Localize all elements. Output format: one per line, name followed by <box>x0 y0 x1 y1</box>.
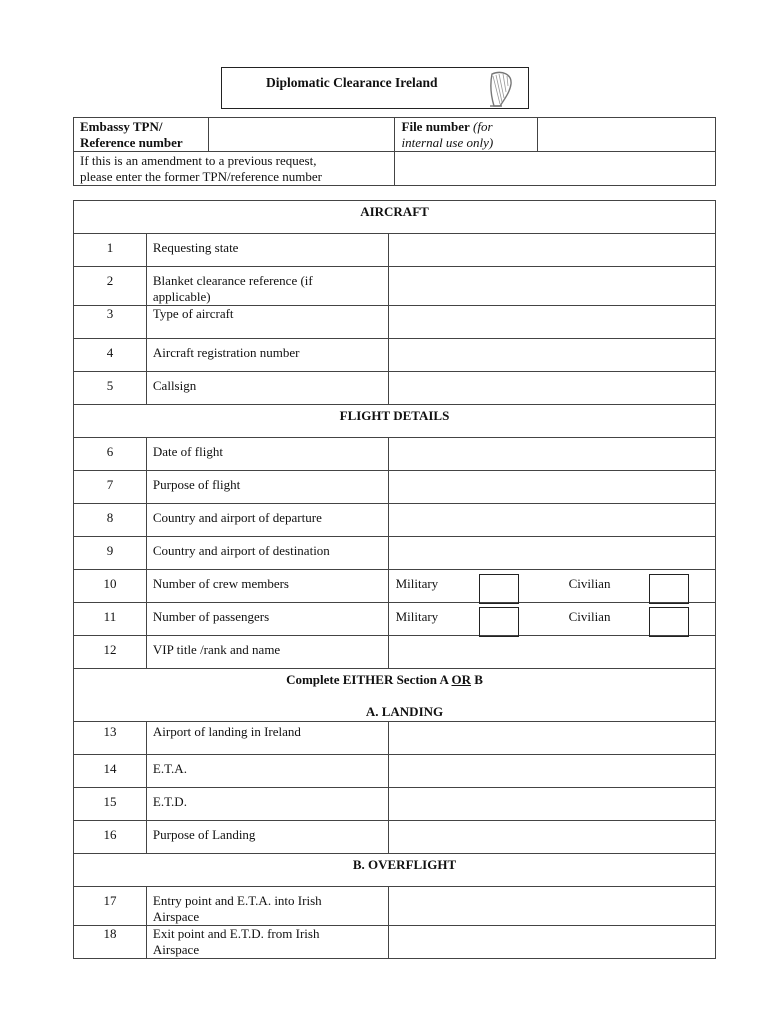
passengers-cell <box>388 603 715 636</box>
row-label: E.T.D. <box>146 788 388 821</box>
entry-point-field[interactable] <box>388 887 715 926</box>
file-number-field[interactable] <box>538 118 716 152</box>
harp-emblem-icon <box>484 70 516 108</box>
table-row <box>74 306 716 339</box>
row-number: 17 <box>74 887 147 926</box>
embassy-tpn-input[interactable] <box>209 118 394 134</box>
former-reference-field[interactable] <box>394 152 715 186</box>
table-row <box>74 438 716 471</box>
row-number: 3 <box>74 306 147 339</box>
passengers-military-box[interactable] <box>479 607 519 637</box>
blanket-clearance-field[interactable] <box>388 267 715 306</box>
row-label: VIP title /rank and name <box>146 636 388 669</box>
row-label: Blanket clearance reference (if applicable) <box>146 267 388 306</box>
etd-field[interactable] <box>388 788 715 821</box>
military-label: Military <box>395 609 439 624</box>
form-title-box <box>221 67 529 109</box>
landing-airport-field[interactable] <box>388 722 715 755</box>
passengers-civilian-box[interactable] <box>649 607 689 637</box>
row-number: 15 <box>74 788 147 821</box>
section-flight-details: FLIGHT DETAILS <box>74 405 716 438</box>
table-row <box>74 267 716 306</box>
table-row <box>74 636 716 669</box>
section-overflight: B. OVERFLIGHT <box>74 854 716 887</box>
file-number-input[interactable] <box>538 118 715 134</box>
reference-table <box>73 117 716 186</box>
section-either-a-or-b: Complete EITHER Section A OR B A. LANDING <box>74 669 716 722</box>
row-number: 11 <box>74 603 147 636</box>
row-number: 16 <box>74 821 147 854</box>
table-row <box>74 537 716 570</box>
date-of-flight-field[interactable] <box>388 438 715 471</box>
table-row <box>74 471 716 504</box>
row-number: 12 <box>74 636 147 669</box>
vip-field[interactable] <box>388 636 715 669</box>
row-number: 13 <box>74 722 147 755</box>
row-number: 6 <box>74 438 147 471</box>
file-number-label: File number (for internal use only) <box>394 118 538 152</box>
row-label: Country and airport of destination <box>146 537 388 570</box>
row-label: Entry point and E.T.A. into Irish Airspace <box>146 887 388 926</box>
destination-field[interactable] <box>388 537 715 570</box>
civilian-label: Civilian <box>568 609 611 624</box>
embassy-tpn-label: Embassy TPN/ Reference number <box>74 118 209 152</box>
aircraft-type-field[interactable] <box>388 306 715 339</box>
row-number: 5 <box>74 372 147 405</box>
row-label: Country and airport of departure <box>146 504 388 537</box>
callsign-field[interactable] <box>388 372 715 405</box>
row-number: 9 <box>74 537 147 570</box>
row-label: Type of aircraft <box>146 306 388 339</box>
purpose-of-landing-field[interactable] <box>388 821 715 854</box>
section-landing: A. LANDING <box>365 704 444 719</box>
row-number: 10 <box>74 570 147 603</box>
table-row <box>74 603 716 636</box>
row-label: Exit point and E.T.D. from Irish Airspace <box>146 926 388 959</box>
row-label: Requesting state <box>146 234 388 267</box>
table-row <box>74 504 716 537</box>
departure-field[interactable] <box>388 504 715 537</box>
table-row <box>74 722 716 755</box>
amendment-label: If this is an amendment to a previous request, please enter the former TPN/reference number <box>74 152 395 186</box>
row-label: Airport of landing in Ireland <box>146 722 388 755</box>
row-label: Purpose of flight <box>146 471 388 504</box>
row-label: Callsign <box>146 372 388 405</box>
purpose-of-flight-field[interactable] <box>388 471 715 504</box>
row-label: Number of passengers <box>146 603 388 636</box>
row-label: Date of flight <box>146 438 388 471</box>
table-row <box>74 755 716 788</box>
requesting-state-field[interactable] <box>388 234 715 267</box>
military-label: Military <box>395 576 439 591</box>
crew-members-cell <box>388 570 715 603</box>
row-label: Aircraft registration number <box>146 339 388 372</box>
clearance-form-table <box>73 200 716 959</box>
eta-field[interactable] <box>388 755 715 788</box>
table-row <box>74 339 716 372</box>
table-row <box>74 570 716 603</box>
row-label: Number of crew members <box>146 570 388 603</box>
civilian-label: Civilian <box>568 576 611 591</box>
row-number: 14 <box>74 755 147 788</box>
table-row <box>74 234 716 267</box>
table-row <box>74 788 716 821</box>
section-aircraft: AIRCRAFT <box>74 201 716 234</box>
form-title: Diplomatic Clearance Ireland <box>266 75 438 90</box>
row-number: 1 <box>74 234 147 267</box>
table-row <box>74 821 716 854</box>
exit-point-field[interactable] <box>388 926 715 959</box>
row-label: E.T.A. <box>146 755 388 788</box>
row-number: 7 <box>74 471 147 504</box>
crew-military-box[interactable] <box>479 574 519 604</box>
row-label: Purpose of Landing <box>146 821 388 854</box>
row-number: 18 <box>74 926 147 959</box>
row-number: 4 <box>74 339 147 372</box>
table-row <box>74 372 716 405</box>
table-row <box>74 887 716 926</box>
crew-civilian-box[interactable] <box>649 574 689 604</box>
former-reference-input[interactable] <box>395 152 715 168</box>
row-number: 2 <box>74 267 147 306</box>
registration-field[interactable] <box>388 339 715 372</box>
row-number: 8 <box>74 504 147 537</box>
table-row <box>74 926 716 959</box>
embassy-tpn-field[interactable] <box>208 118 394 152</box>
